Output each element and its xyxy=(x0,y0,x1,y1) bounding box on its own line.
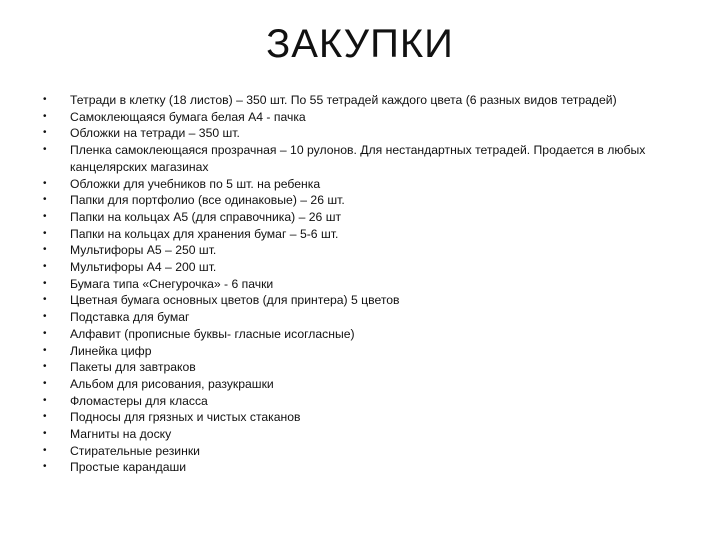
list-item xyxy=(34,125,674,142)
bullet-icon: • xyxy=(43,210,47,222)
bullet-icon: • xyxy=(43,411,47,423)
bullet-icon: • xyxy=(43,277,47,289)
list-item xyxy=(34,459,674,476)
list-item-text: Магниты на доску xyxy=(70,427,172,442)
bullet-icon: • xyxy=(43,377,47,389)
list-item-text: Алфавит (прописные буквы- гласные исогласные) xyxy=(70,326,355,341)
list-item xyxy=(34,142,674,175)
bullet-icon: • xyxy=(43,394,47,406)
list-item-text: Тетради в клетку (18 листов) – 350 шт. По 55 тетрадей каждого цвета (6 разных видов тетрадей) xyxy=(70,93,617,107)
list-item-text: Пакеты для завтраков xyxy=(70,360,196,375)
list-item xyxy=(34,292,674,309)
list-item xyxy=(34,326,674,343)
bullet-icon: • xyxy=(43,244,47,256)
bullet-icon: • xyxy=(43,294,47,306)
list-item-text: Альбом для рисования, разукрашки xyxy=(70,376,274,391)
list-item xyxy=(34,209,674,226)
list-item-text: Папки на кольцах для хранения бумаг – 5-6 шт. xyxy=(70,226,339,241)
list-item-text: Линейка цифр xyxy=(70,343,152,358)
bullet-icon: • xyxy=(43,461,47,473)
bullet-icon: • xyxy=(43,344,47,356)
list-item xyxy=(34,109,674,126)
list-item-text: Подносы для грязных и чистых стаканов xyxy=(70,410,301,425)
bullet-icon: • xyxy=(43,127,47,139)
list-item xyxy=(34,226,674,243)
bullet-icon: • xyxy=(43,428,47,440)
bullet-icon: • xyxy=(43,177,47,189)
bullet-icon: • xyxy=(43,94,47,105)
bullet-icon: • xyxy=(43,261,47,273)
list-item xyxy=(34,359,674,376)
list-item xyxy=(34,176,674,193)
list-item-text: Мультифоры А5 – 250 шт. xyxy=(70,243,217,258)
list-item xyxy=(34,343,674,360)
bullet-icon: • xyxy=(43,327,47,339)
bullet-icon: • xyxy=(43,311,47,323)
list-item xyxy=(34,276,674,293)
list-item xyxy=(34,393,674,410)
bullet-icon: • xyxy=(43,194,47,206)
list-item xyxy=(34,443,674,460)
purchase-list xyxy=(34,92,674,476)
list-item xyxy=(34,376,674,393)
list-item-text: Пленка самоклеющаяся прозрачная – 10 рулонов. Для нестандартных тетрадей. Продается в любых канцелярских магазинах xyxy=(70,143,646,174)
list-item xyxy=(34,309,674,326)
bullet-icon: • xyxy=(43,227,47,239)
list-item-text: Цветная бумага основных цветов (для принтера) 5 цветов xyxy=(70,293,400,308)
bullet-icon: • xyxy=(43,361,47,373)
list-item-text: Простые карандаши xyxy=(70,460,187,475)
list-item-text: Обложки на тетради – 350 шт. xyxy=(70,126,240,141)
list-item-text: Обложки для учебников по 5 шт. на ребенка xyxy=(70,176,321,191)
list-item xyxy=(34,259,674,276)
bullet-icon: • xyxy=(43,110,47,122)
list-item xyxy=(34,192,674,209)
slide-title: ЗАКУПКИ xyxy=(266,22,454,66)
list-item xyxy=(34,409,674,426)
list-item-text: Мультифоры А4 – 200 шт. xyxy=(70,260,217,275)
list-item-text: Фломастеры для класса xyxy=(70,393,208,408)
list-item xyxy=(34,426,674,443)
list-item-text: Самоклеющаяся бумага белая А4 - пачка xyxy=(70,109,306,124)
list-item xyxy=(34,92,674,109)
list-item-text: Папки на кольцах А5 (для справочника) – 26 шт xyxy=(70,209,342,224)
list-item-text: Стирательные резинки xyxy=(70,443,200,458)
list-item-text: Бумага типа «Снегурочка» - 6 пачки xyxy=(70,276,274,291)
list-item-text: Папки для портфолио (все одинаковые) – 26 шт. xyxy=(70,193,345,208)
bullet-icon: • xyxy=(43,144,47,156)
bullet-icon: • xyxy=(43,444,47,456)
list-item xyxy=(34,242,674,259)
list-item-text: Подставка для бумаг xyxy=(70,310,190,325)
